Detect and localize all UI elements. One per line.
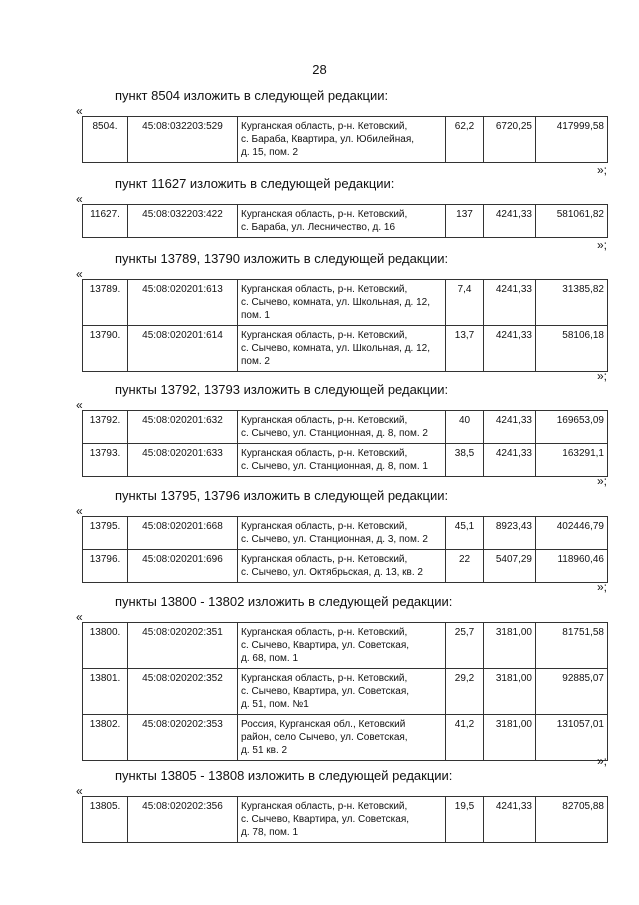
table-row xyxy=(83,117,608,163)
area: 7,4 xyxy=(446,280,484,326)
area: 40 xyxy=(446,411,484,444)
area: 22 xyxy=(446,550,484,583)
area: 29,2 xyxy=(446,669,484,715)
row-number: 13790. xyxy=(83,326,128,372)
cadastral-number: 45:08:020201:696 xyxy=(128,550,238,583)
open-quote: « xyxy=(76,784,83,798)
price: 6720,25 xyxy=(484,117,536,163)
table-row xyxy=(83,411,608,444)
price: 4241,33 xyxy=(484,280,536,326)
address: Курганская область, р-н. Кетовский, с. Сычево, ул. Станционная, д. 3, пом. 2 xyxy=(238,517,446,550)
address: Курганская область, р-н. Кетовский, с. Сычево, комната, ул. Школьная, д. 12, пом. 1 xyxy=(238,280,446,326)
area: 13,7 xyxy=(446,326,484,372)
address: Курганская область, р-н. Кетовский, с. Сычево, ул. Станционная, д. 8, пом. 2 xyxy=(238,411,446,444)
total: 402446,79 xyxy=(536,517,608,550)
section-heading: пункты 13805 - 13808 изложить в следующей редакции: xyxy=(115,768,453,783)
cadastral-number: 45:08:020201:633 xyxy=(128,444,238,477)
row-number: 13793. xyxy=(83,444,128,477)
area: 25,7 xyxy=(446,623,484,669)
area: 38,5 xyxy=(446,444,484,477)
open-quote: « xyxy=(76,504,83,518)
row-number: 8504. xyxy=(83,117,128,163)
price: 8923,43 xyxy=(484,517,536,550)
section-heading: пункты 13800 - 13802 изложить в следующей редакции: xyxy=(115,594,453,609)
cadastral-number: 45:08:020202:351 xyxy=(128,623,238,669)
total: 581061,82 xyxy=(536,205,608,238)
price: 3181,00 xyxy=(484,715,536,761)
section-heading: пункт 8504 изложить в следующей редакции: xyxy=(115,88,389,103)
price: 4241,33 xyxy=(484,411,536,444)
row-number: 13789. xyxy=(83,280,128,326)
area: 137 xyxy=(446,205,484,238)
total: 163291,1 xyxy=(536,444,608,477)
close-quote: »; xyxy=(597,754,608,768)
row-number: 13796. xyxy=(83,550,128,583)
data-table xyxy=(82,796,608,843)
price: 4241,33 xyxy=(484,444,536,477)
total: 131057,01 xyxy=(536,715,608,761)
close-quote: »; xyxy=(597,163,608,177)
price: 4241,33 xyxy=(484,326,536,372)
cadastral-number: 45:08:020201:632 xyxy=(128,411,238,444)
total: 169653,09 xyxy=(536,411,608,444)
open-quote: « xyxy=(76,192,83,206)
table-row xyxy=(83,669,608,715)
cadastral-number: 45:08:020201:668 xyxy=(128,517,238,550)
row-number: 13792. xyxy=(83,411,128,444)
area: 45,1 xyxy=(446,517,484,550)
open-quote: « xyxy=(76,610,83,624)
section-heading: пункты 13795, 13796 изложить в следующей редакции: xyxy=(115,488,449,503)
price: 4241,33 xyxy=(484,205,536,238)
table-row xyxy=(83,280,608,326)
total: 118960,46 xyxy=(536,550,608,583)
table-row xyxy=(83,517,608,550)
table-row xyxy=(83,205,608,238)
area: 62,2 xyxy=(446,117,484,163)
row-number: 11627. xyxy=(83,205,128,238)
cadastral-number: 45:08:020202:353 xyxy=(128,715,238,761)
address: Курганская область, р-н. Кетовский, с. Сычево, ул. Станционная, д. 8, пом. 1 xyxy=(238,444,446,477)
address: Курганская область, р-н. Кетовский, с. Сычево, Квартира, ул. Советская, д. 78, пом. 1 xyxy=(238,797,446,843)
page-number: 28 xyxy=(312,62,327,77)
address: Курганская область, р-н. Кетовский, с. Сычево, комната, ул. Школьная, д. 12, пом. 2 xyxy=(238,326,446,372)
table-row xyxy=(83,444,608,477)
table-row xyxy=(83,550,608,583)
price: 4241,33 xyxy=(484,797,536,843)
data-table xyxy=(82,279,608,372)
data-table xyxy=(82,622,608,761)
cadastral-number: 45:08:020202:356 xyxy=(128,797,238,843)
close-quote: »; xyxy=(597,580,608,594)
open-quote: « xyxy=(76,267,83,281)
address: Курганская область, р-н. Кетовский, с. Бараба, Квартира, ул. Юбилейная, д. 15, пом. 2 xyxy=(238,117,446,163)
cadastral-number: 45:08:032203:529 xyxy=(128,117,238,163)
data-table xyxy=(82,516,608,583)
section-heading: пункты 13792, 13793 изложить в следующей редакции: xyxy=(115,382,449,397)
close-quote: »; xyxy=(597,238,608,252)
price: 3181,00 xyxy=(484,669,536,715)
cadastral-number: 45:08:020202:352 xyxy=(128,669,238,715)
table-row xyxy=(83,715,608,761)
address: Курганская область, р-н. Кетовский, с. Сычево, ул. Октябрьская, д. 13, кв. 2 xyxy=(238,550,446,583)
area: 41,2 xyxy=(446,715,484,761)
data-table xyxy=(82,410,608,477)
area: 19,5 xyxy=(446,797,484,843)
price: 3181,00 xyxy=(484,623,536,669)
total: 58106,18 xyxy=(536,326,608,372)
table-row xyxy=(83,623,608,669)
total: 31385,82 xyxy=(536,280,608,326)
total: 81751,58 xyxy=(536,623,608,669)
cadastral-number: 45:08:020201:613 xyxy=(128,280,238,326)
table-row xyxy=(83,326,608,372)
address: Курганская область, р-н. Кетовский, с. Бараба, ул. Лесничество, д. 16 xyxy=(238,205,446,238)
cadastral-number: 45:08:032203:422 xyxy=(128,205,238,238)
total: 82705,88 xyxy=(536,797,608,843)
total: 92885,07 xyxy=(536,669,608,715)
total: 417999,58 xyxy=(536,117,608,163)
open-quote: « xyxy=(76,398,83,412)
address: Курганская область, р-н. Кетовский, с. Сычево, Квартира, ул. Советская, д. 68, пом. 1 xyxy=(238,623,446,669)
cadastral-number: 45:08:020201:614 xyxy=(128,326,238,372)
row-number: 13805. xyxy=(83,797,128,843)
close-quote: »; xyxy=(597,474,608,488)
close-quote: »; xyxy=(597,369,608,383)
address: Курганская область, р-н. Кетовский, с. Сычево, Квартира, ул. Советская, д. 51, пом. №1 xyxy=(238,669,446,715)
row-number: 13800. xyxy=(83,623,128,669)
data-table xyxy=(82,116,608,163)
section-heading: пункт 11627 изложить в следующей редакции: xyxy=(115,176,395,191)
row-number: 13795. xyxy=(83,517,128,550)
address: Россия, Курганская обл., Кетовский район, село Сычево, ул. Советская, д. 51 кв. 2 xyxy=(238,715,446,761)
data-table xyxy=(82,204,608,238)
table-row xyxy=(83,797,608,843)
price: 5407,29 xyxy=(484,550,536,583)
row-number: 13801. xyxy=(83,669,128,715)
row-number: 13802. xyxy=(83,715,128,761)
section-heading: пункты 13789, 13790 изложить в следующей редакции: xyxy=(115,251,449,266)
open-quote: « xyxy=(76,104,83,118)
